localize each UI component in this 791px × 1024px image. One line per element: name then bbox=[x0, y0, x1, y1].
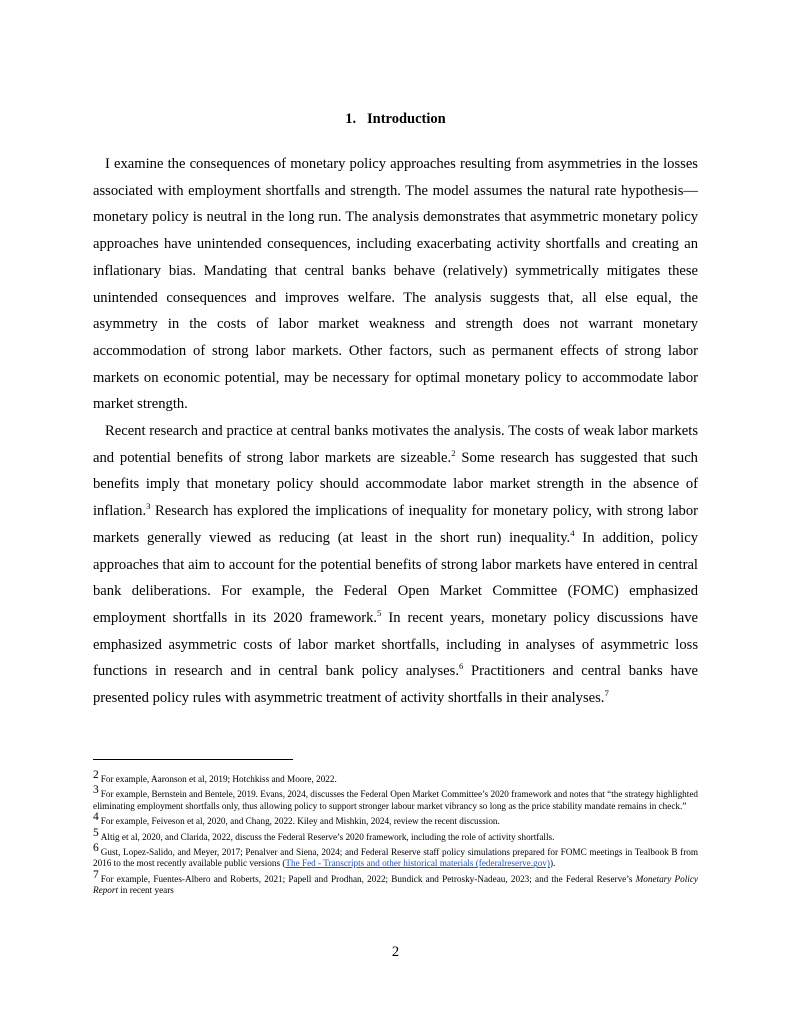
footnote bbox=[93, 768, 698, 785]
footnote-text: For example, Aaronson et al, 2019; Hotchkiss and Moore, 2022. bbox=[100, 774, 337, 784]
footnote-text: For example, Feiveson et al, 2020, and Chang, 2022. Kiley and Mishkin, 2024, review the recent discussion. bbox=[100, 816, 500, 827]
report-title: Monetary Policy Report bbox=[93, 873, 699, 896]
federal-reserve-link[interactable]: The Fed - Transcripts and other historical materials (federalreserve.gov) bbox=[285, 858, 550, 869]
footnote-text: ). bbox=[549, 858, 556, 869]
footnote-text: For example, Fuentes-Albero and Roberts, 2021; Papell and Prodhan, 2022; Bundick and Petrosky-Nadeau, 2023; and the Federal Reserve’s bbox=[100, 873, 636, 884]
paragraph-2-sentence: Practitioners and central banks have presented policy rules with asymmetric treatment of activity shortfalls in their analyses. bbox=[93, 663, 698, 707]
footnote-text: Gust, Lopez-Salido, and Meyer, 2017; Penalver and Siena, 2024; and Federal Reserve staff policy simulations prepared for FOMC meetings in Tealbook B from 2016 to the most recently available public versions ( bbox=[93, 847, 698, 869]
footnote-ref-6[interactable]: 6 bbox=[458, 661, 464, 672]
footnote-number: 6 bbox=[93, 841, 99, 854]
footnote-text: For example, Bernstein and Bentele, 2019. Evans, 2024, discusses the Federal Open Market Committee’s 2020 framework and notes that “the strategy highlighted eliminating employment shortfalls only, thus allowing policy to support stronger labour market vibrancy so long as the price stability mandate remains in check.” bbox=[93, 789, 698, 811]
footnote bbox=[93, 811, 698, 827]
body-text bbox=[93, 151, 698, 712]
section-heading bbox=[0, 110, 791, 128]
section-title: Introduction bbox=[367, 111, 446, 127]
footnote bbox=[93, 841, 698, 870]
section-number: 1. bbox=[345, 111, 357, 127]
footnote-number: 3 bbox=[93, 784, 99, 797]
paragraph-2-sentence: Research has explored the implications of inequality for monetary policy, with strong labor markets generally viewed as reducing (at least in the short run) inequality. bbox=[93, 503, 698, 546]
footnote-number: 5 bbox=[93, 826, 99, 839]
footnote bbox=[93, 826, 698, 843]
footnote-ref-3[interactable]: 3 bbox=[146, 501, 151, 512]
paragraph-2-sentence: Recent research and practice at central banks motivates the analysis. The costs of weak labor markets and potential benefits of strong labor markets are sizeable. bbox=[93, 423, 698, 466]
footnote-divider bbox=[93, 759, 293, 760]
footnote-text: Altig et al, 2020, and Clarida, 2022, discuss the Federal Reserve’s 2020 framework, including the role of activity shortfalls. bbox=[100, 831, 555, 842]
footnote-number: 2 bbox=[93, 768, 99, 781]
footnote bbox=[93, 868, 699, 897]
footnote bbox=[93, 784, 698, 812]
paragraph-2-sentence: In addition, policy approaches that aim to account for the potential benefits of strong labor markets have entered in central bank deliberations. For example, the Federal Open Market Committee (FOMC) emphasized employment shortfalls in its 2020 framework. bbox=[93, 529, 698, 626]
page-number: 2 bbox=[391, 944, 400, 960]
footnote-ref-7[interactable]: 7 bbox=[604, 688, 609, 699]
paragraph-2 bbox=[93, 418, 698, 712]
footnote-ref-4[interactable]: 4 bbox=[570, 527, 575, 538]
footnote-ref-5[interactable]: 5 bbox=[377, 608, 382, 619]
footnote-ref-2[interactable]: 2 bbox=[451, 447, 456, 458]
paragraph-2-sentence: Some research has suggested that such benefits imply that monetary policy should accommodate labor market strength in the absence of inflation. bbox=[93, 449, 698, 520]
paragraph-2-sentence: In recent years, monetary policy discussions have emphasized asymmetric costs of labor market shortfalls, including in analyses of asymmetric loss functions in research and in central bank policy analyses. bbox=[93, 609, 698, 680]
footnote-text: in recent years bbox=[118, 885, 174, 896]
paragraph-1: I examine the consequences of monetary policy approaches resulting from asymmetries in the losses associated with employment shortfalls and strength. The model assumes the natural rate hypothesis—monetary policy is neutral in the long run. The analysis demonstrates that asymmetric monetary policy approaches have unintended consequences, including exacerbating activity shortfalls and creating an inflationary bias. Mandating that central banks behave (relatively) symmetrically mitigates these unintended consequences and improves welfare. The analysis suggests that, all else equal, the asymmetry in the costs of labor market weakness and strength does not warrant monetary accommodation of strong labor markets. Other factors, such as permanent effects of strong labor markets on economic potential, may be necessary for optimal monetary policy to accommodate labor market strength. bbox=[93, 156, 698, 413]
footnote-number: 4 bbox=[93, 811, 99, 824]
footnote-number: 7 bbox=[93, 868, 99, 881]
footnotes bbox=[93, 768, 699, 901]
